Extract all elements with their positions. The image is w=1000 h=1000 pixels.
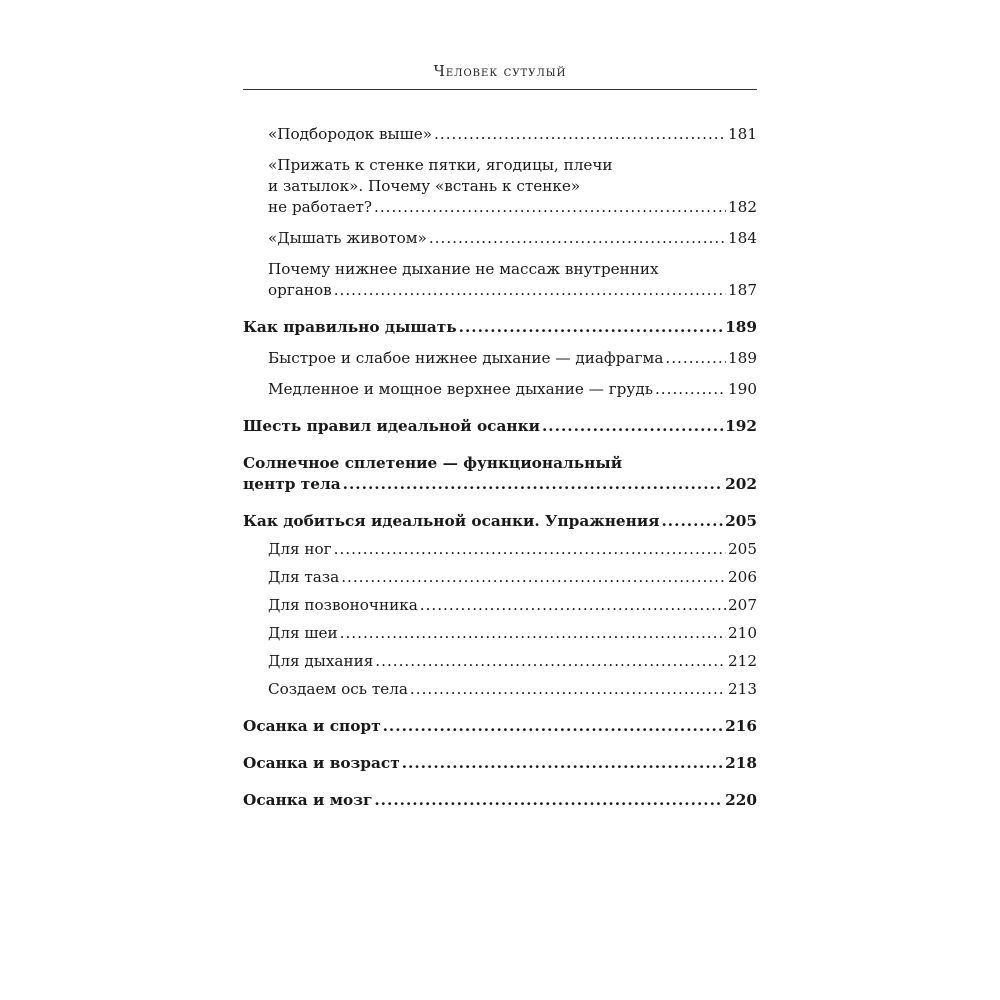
dot-leader — [383, 716, 723, 737]
toc-subsection-entry — [268, 567, 757, 588]
toc-page-number: 205 — [728, 540, 757, 558]
toc-entry-row — [268, 280, 757, 301]
toc-subsection-entry — [268, 259, 757, 301]
dot-leader — [341, 567, 726, 588]
toc-entry-title: Осанка и спорт — [243, 717, 381, 735]
header-rule — [243, 89, 757, 90]
toc-subsection-entry — [268, 623, 757, 644]
toc-entry-title: «Дышать животом» — [268, 229, 427, 247]
toc-subsection-entry — [268, 155, 757, 218]
dot-leader — [661, 511, 723, 532]
toc-entry-title: Для позвоночника — [268, 596, 418, 614]
toc-entry-title: Создаем ось тела — [268, 680, 408, 698]
dot-leader — [402, 753, 723, 774]
toc-page-number: 202 — [725, 475, 757, 493]
toc-subsection-entry — [268, 379, 757, 400]
toc-page-number: 210 — [728, 624, 757, 642]
toc-entry-row — [268, 197, 757, 218]
toc-section-entry — [243, 511, 757, 532]
toc-page-number: 190 — [728, 380, 757, 398]
toc-entry-row — [268, 228, 757, 249]
dot-leader — [375, 651, 726, 672]
dot-leader — [334, 280, 726, 301]
toc-entry-title: Осанка и возраст — [243, 754, 400, 772]
toc-page-number: 220 — [725, 791, 757, 809]
toc-entry-title: Медленное и мощное верхнее дыхание — грудь — [268, 380, 653, 398]
dot-leader — [459, 317, 723, 338]
toc-entry-title-line: и затылок». Почему «встань к стенке» — [268, 177, 581, 195]
toc-entry-title: Быстрое и слабое нижнее дыхание — диафрагма — [268, 349, 664, 367]
toc-entry-title: Для ног — [268, 540, 332, 558]
toc-entry-row — [268, 348, 757, 369]
toc-entry-row — [243, 790, 757, 811]
toc-entry-row — [268, 595, 757, 616]
dot-leader — [434, 124, 726, 145]
toc-subsection-entry — [268, 124, 757, 145]
dot-leader — [429, 228, 726, 249]
toc-section-entry — [243, 453, 757, 495]
dot-leader — [655, 379, 726, 400]
toc-entry-row — [268, 679, 757, 700]
toc-entry-title: «Подбородок выше» — [268, 125, 433, 143]
dot-leader — [340, 623, 726, 644]
toc-entry-title: Для шеи — [268, 624, 338, 642]
toc-section-entry — [243, 416, 757, 437]
toc-entry-row — [268, 567, 757, 588]
toc-page-number: 192 — [725, 417, 757, 435]
toc-page-number: 205 — [725, 512, 757, 530]
toc-subsection-entry — [268, 595, 757, 616]
toc-entry-title-line: «Прижать к стенке пятки, ягодицы, плечи — [268, 156, 613, 174]
running-head: Человек сутулый — [433, 64, 567, 80]
dot-leader — [410, 679, 726, 700]
toc-entry-row — [243, 317, 757, 338]
toc-page-number: 212 — [728, 652, 757, 670]
toc-section-entry — [243, 753, 757, 774]
toc-page-number: 184 — [728, 229, 757, 247]
toc-entry-title: органов — [268, 281, 332, 299]
toc-entry-title: Шесть правил идеальной осанки — [243, 417, 540, 435]
toc-subsection-entry — [268, 679, 757, 700]
toc-subsection-entry — [268, 348, 757, 369]
table-of-contents — [243, 124, 757, 811]
toc-entry-row — [268, 124, 757, 145]
toc-entry-row — [243, 511, 757, 532]
toc-entry-title: Как добиться идеальной осанки. Упражнения — [243, 512, 660, 530]
toc-entry-row — [243, 716, 757, 737]
toc-entry-title: Осанка и мозг — [243, 791, 373, 809]
dot-leader — [343, 474, 723, 495]
toc-entry-title-line: Почему нижнее дыхание не массаж внутренних — [268, 260, 659, 278]
toc-section-entry — [243, 716, 757, 737]
toc-page-number: 218 — [725, 754, 757, 772]
toc-subsection-entry — [268, 539, 757, 560]
toc-section-entry — [243, 317, 757, 338]
toc-entry-row — [268, 379, 757, 400]
toc-entry-title: центр тела — [243, 475, 341, 493]
toc-entry-title: Для таза — [268, 568, 340, 586]
toc-entry-row — [268, 623, 757, 644]
toc-entry-row — [268, 539, 757, 560]
toc-page-number: 189 — [725, 318, 757, 336]
toc-page-number: 182 — [728, 198, 757, 216]
toc-page-number: 181 — [728, 125, 757, 143]
toc-subsection-entry — [268, 651, 757, 672]
book-page — [243, 0, 757, 1000]
dot-leader — [374, 790, 723, 811]
toc-page-number: 187 — [728, 281, 757, 299]
toc-entry-row — [243, 753, 757, 774]
dot-leader — [374, 197, 726, 218]
toc-entry-row — [268, 651, 757, 672]
toc-entry-title: Для дыхания — [268, 652, 374, 670]
toc-section-entry — [243, 790, 757, 811]
toc-page-number: 189 — [728, 349, 757, 367]
toc-page-number: 213 — [728, 680, 757, 698]
toc-page-number: 207 — [728, 596, 757, 614]
toc-entry-title: не работает? — [268, 198, 372, 216]
toc-entry-title-line: Солнечное сплетение — функциональный — [243, 454, 623, 472]
toc-subsection-entry — [268, 228, 757, 249]
toc-page-number: 216 — [725, 717, 757, 735]
toc-entry-row — [243, 416, 757, 437]
toc-entry-title: Как правильно дышать — [243, 318, 457, 336]
dot-leader — [665, 348, 726, 369]
toc-entry-row — [243, 474, 757, 495]
dot-leader — [334, 539, 726, 560]
toc-page-number: 206 — [728, 568, 757, 586]
dot-leader — [420, 595, 726, 616]
dot-leader — [542, 416, 723, 437]
